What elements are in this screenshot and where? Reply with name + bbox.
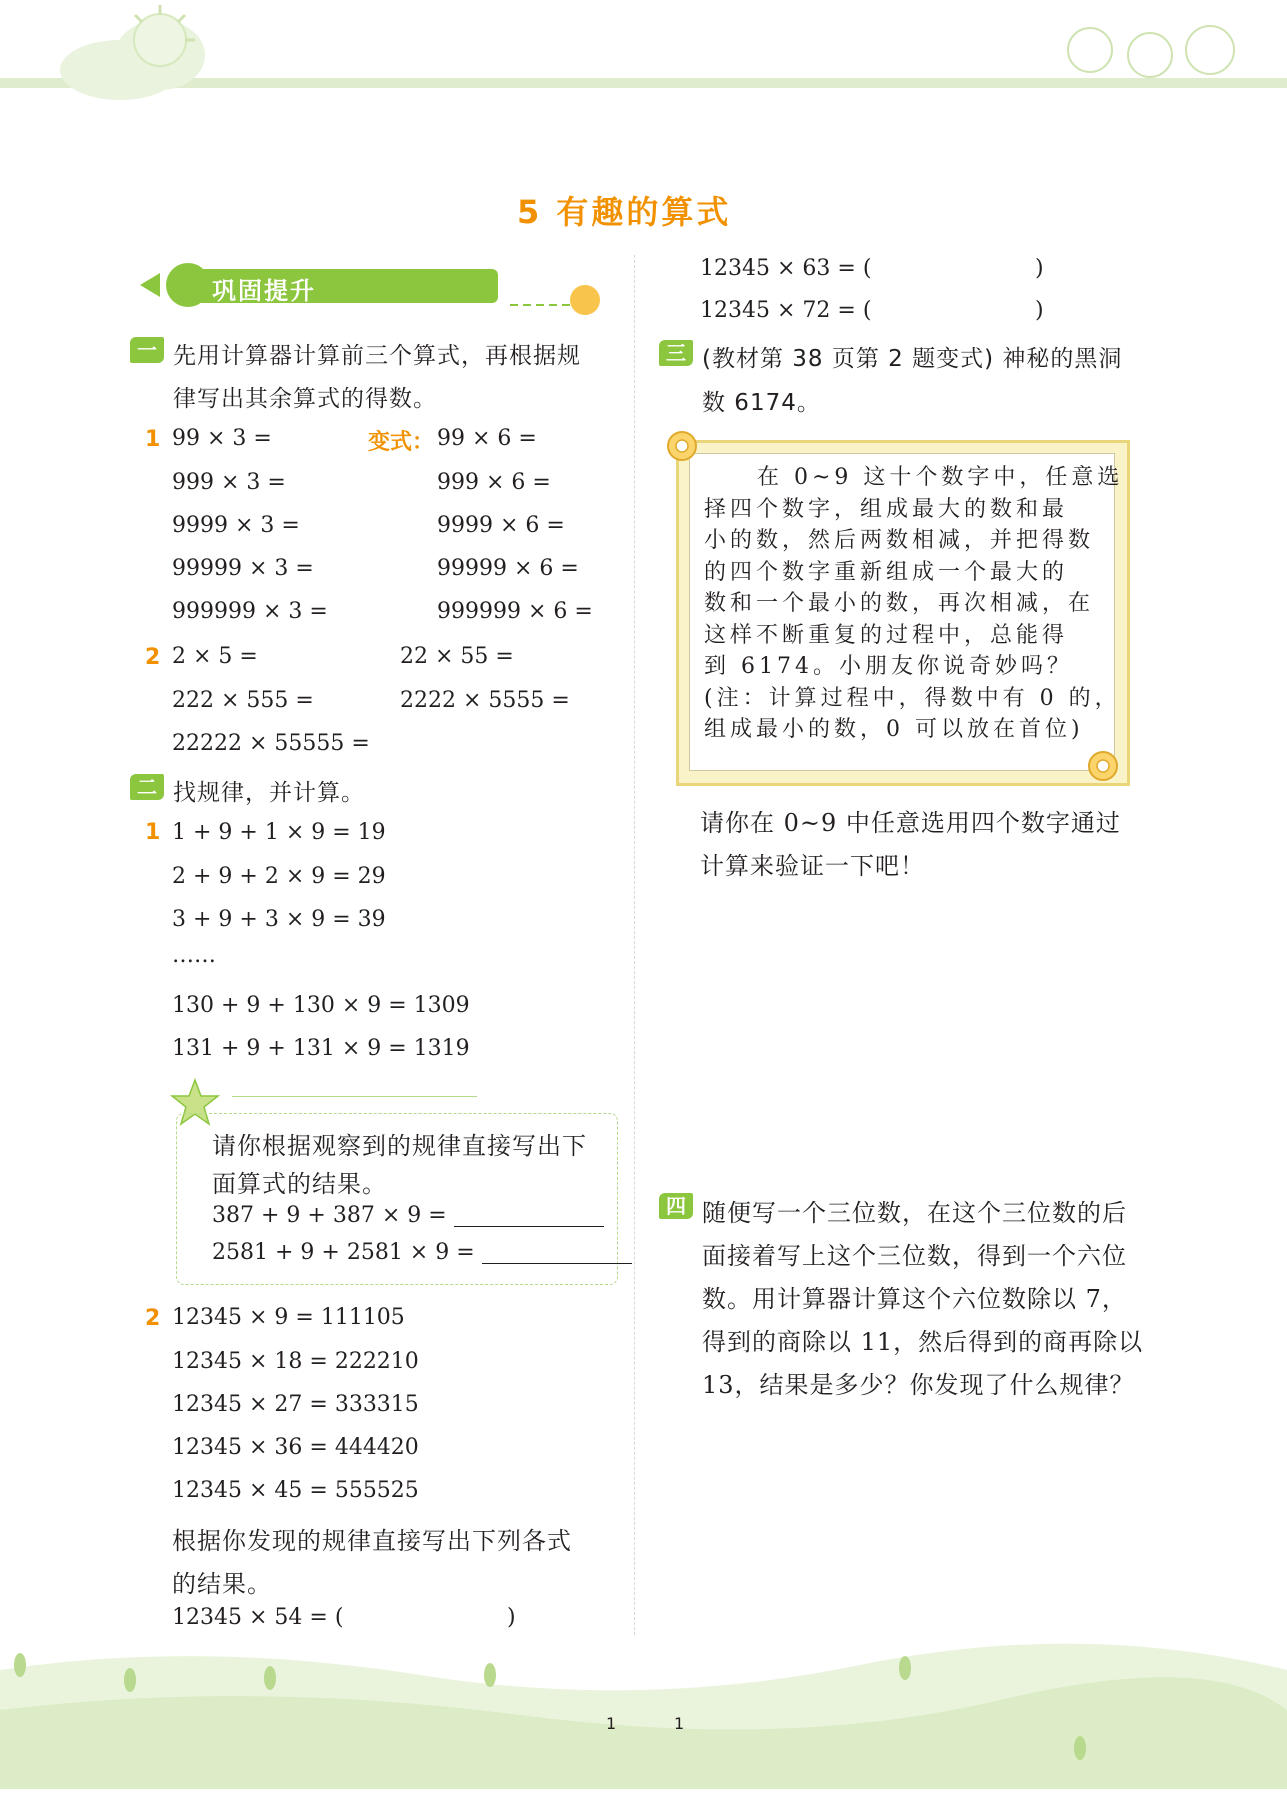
frame-line: 数和一个最小的数，再次相减，在 xyxy=(704,591,1095,616)
header-graphic xyxy=(0,0,1287,110)
q2-p2-line: 12345 × 27 = 333315 xyxy=(172,1392,419,1417)
q4-badge: 四 xyxy=(659,1193,693,1219)
q2-p1-line: 3 + 9 + 3 × 9 = 39 xyxy=(172,907,386,932)
answer-blank-text: 12345 × 54 = ( xyxy=(172,1605,344,1630)
q1-left-row: 9999 × 3 = xyxy=(172,513,300,538)
q3-after-line: 计算来验证一下吧！ xyxy=(700,852,925,880)
q3-after-line: 请你在 0~9 中任意选用四个数字通过 xyxy=(700,809,1121,837)
flower-icon xyxy=(664,428,700,464)
frame-line: 组成最小的数，0 可以放在首位) xyxy=(704,717,1084,742)
frame-line: 的四个数字重新组成一个最大的 xyxy=(704,560,1069,585)
page-number: 1 xyxy=(606,1714,617,1733)
flower-icon xyxy=(1085,748,1121,784)
q2-p2-instruction: 的结果。 xyxy=(172,1570,272,1598)
answer-blank-text: 12345 × 72 = ( xyxy=(700,298,872,323)
close-paren: ) xyxy=(1035,298,1044,323)
q2-text: 找规律，并计算。 xyxy=(173,780,365,806)
answer-blank[interactable] xyxy=(482,1245,632,1264)
variant-label: 变式： xyxy=(368,430,435,455)
q1-badge: 一 xyxy=(130,337,164,363)
q1-left-row: 99 × 3 = xyxy=(172,426,272,451)
q1-p2-row: 2 × 5 = xyxy=(172,644,258,669)
q2-p2-line: 12345 × 36 = 444420 xyxy=(172,1435,419,1460)
q1-p2-row: 22222 × 55555 = xyxy=(172,731,370,756)
column-divider xyxy=(634,255,635,1635)
answer-blank-row[interactable] xyxy=(700,258,1050,280)
q1-right-row: 99999 × 6 = xyxy=(437,556,579,581)
q2-p2-instruction: 根据你发现的规律直接写出下列各式 xyxy=(172,1527,572,1555)
note-top-rule xyxy=(232,1096,477,1097)
q3-line1: (教材第 38 页第 2 题变式) 神秘的黑洞 xyxy=(702,346,1123,372)
q1-p2-row: 2222 × 5555 = xyxy=(400,688,570,713)
q1-left-row: 999 × 3 = xyxy=(172,470,286,495)
q1-left-row: 99999 × 3 = xyxy=(172,556,314,581)
q3-line2: 数 6174。 xyxy=(702,390,821,416)
q1-right-row: 99 × 6 = xyxy=(437,426,537,451)
q2-p2-line: 12345 × 45 = 555525 xyxy=(172,1478,419,1503)
note-equation xyxy=(212,1242,632,1264)
q1-right-row: 999 × 6 = xyxy=(437,470,551,495)
q2-part2-number: 2 xyxy=(145,1306,161,1331)
q1-right-row: 999999 × 6 = xyxy=(437,599,593,624)
close-paren: ) xyxy=(507,1605,516,1630)
footer-graphic xyxy=(0,1630,1287,1789)
q4-line: 13，结果是多少？你发现了什么规律？ xyxy=(702,1371,1135,1399)
q4-line: 得到的商除以 11，然后得到的商再除以 xyxy=(702,1328,1144,1356)
frame-line: 在 0~9 这十个数字中，任意选 xyxy=(757,465,1124,490)
close-paren: ) xyxy=(1035,256,1044,281)
q2-p2-line: 12345 × 18 = 222210 xyxy=(172,1349,419,1374)
section-banner xyxy=(130,255,610,315)
q1-line1: 先用计算器计算前三个算式，再根据规 xyxy=(173,343,581,369)
q1-p2-row: 22 × 55 = xyxy=(400,644,514,669)
answer-blank-row[interactable] xyxy=(172,1607,522,1629)
q2-p1-line: 1 + 9 + 1 × 9 = 19 xyxy=(172,820,386,845)
q1-right-row: 9999 × 6 = xyxy=(437,513,565,538)
q2-p1-line: 131 + 9 + 131 × 9 = 1319 xyxy=(172,1036,470,1061)
note-equation-text: 2581 + 9 + 2581 × 9 = xyxy=(212,1240,475,1265)
note-equation-text: 387 + 9 + 387 × 9 = xyxy=(212,1203,447,1228)
q4-line: 数。用计算器计算这个六位数除以 7， xyxy=(702,1285,1127,1313)
answer-blank-text: 12345 × 63 = ( xyxy=(700,256,872,281)
answer-blank[interactable] xyxy=(454,1208,604,1227)
note-line: 请你根据观察到的规律直接写出下 xyxy=(212,1132,587,1160)
banner-graphic xyxy=(130,255,610,315)
q2-part1-number: 1 xyxy=(145,820,161,845)
frame-line: (注：计算过程中，得数中有 0 的， xyxy=(704,686,1121,711)
footer-hills xyxy=(0,1630,1287,1789)
q3-badge: 三 xyxy=(659,340,693,366)
q2-p1-line: …… xyxy=(172,943,216,968)
page-title: 5 有趣的算式 xyxy=(517,193,732,231)
frame-line: 到 6174。小朋友你说奇妙吗？ xyxy=(704,654,1073,679)
q1-left-row: 999999 × 3 = xyxy=(172,599,328,624)
q4-line: 面接着写上这个三位数，得到一个六位 xyxy=(702,1242,1127,1270)
header-decoration xyxy=(0,0,1287,110)
q4-line: 随便写一个三位数，在这个三位数的后 xyxy=(702,1199,1127,1227)
frame-line: 小的数，然后两数相减，并把得数 xyxy=(704,528,1095,553)
q1-p2-row: 222 × 555 = xyxy=(172,688,314,713)
q2-p1-line: 2 + 9 + 2 × 9 = 29 xyxy=(172,864,386,889)
q2-p1-line: 130 + 9 + 130 × 9 = 1309 xyxy=(172,993,470,1018)
q1-part2-number: 2 xyxy=(145,645,161,670)
note-equation xyxy=(212,1205,604,1227)
note-line: 面算式的结果。 xyxy=(212,1170,387,1198)
frame-line: 择四个数字，组成最大的数和最 xyxy=(704,497,1069,522)
q1-part1-number: 1 xyxy=(145,427,161,452)
q1-line2: 律写出其余算式的得数。 xyxy=(173,386,437,412)
q2-p2-line: 12345 × 9 = 111105 xyxy=(172,1305,405,1330)
page-number: 1 xyxy=(674,1714,685,1733)
q2-badge: 二 xyxy=(130,774,164,800)
frame-line: 这样不断重复的过程中，总能得 xyxy=(704,623,1069,648)
answer-blank-row[interactable] xyxy=(700,300,1050,322)
section-banner-label: 巩固提升 xyxy=(212,277,316,305)
